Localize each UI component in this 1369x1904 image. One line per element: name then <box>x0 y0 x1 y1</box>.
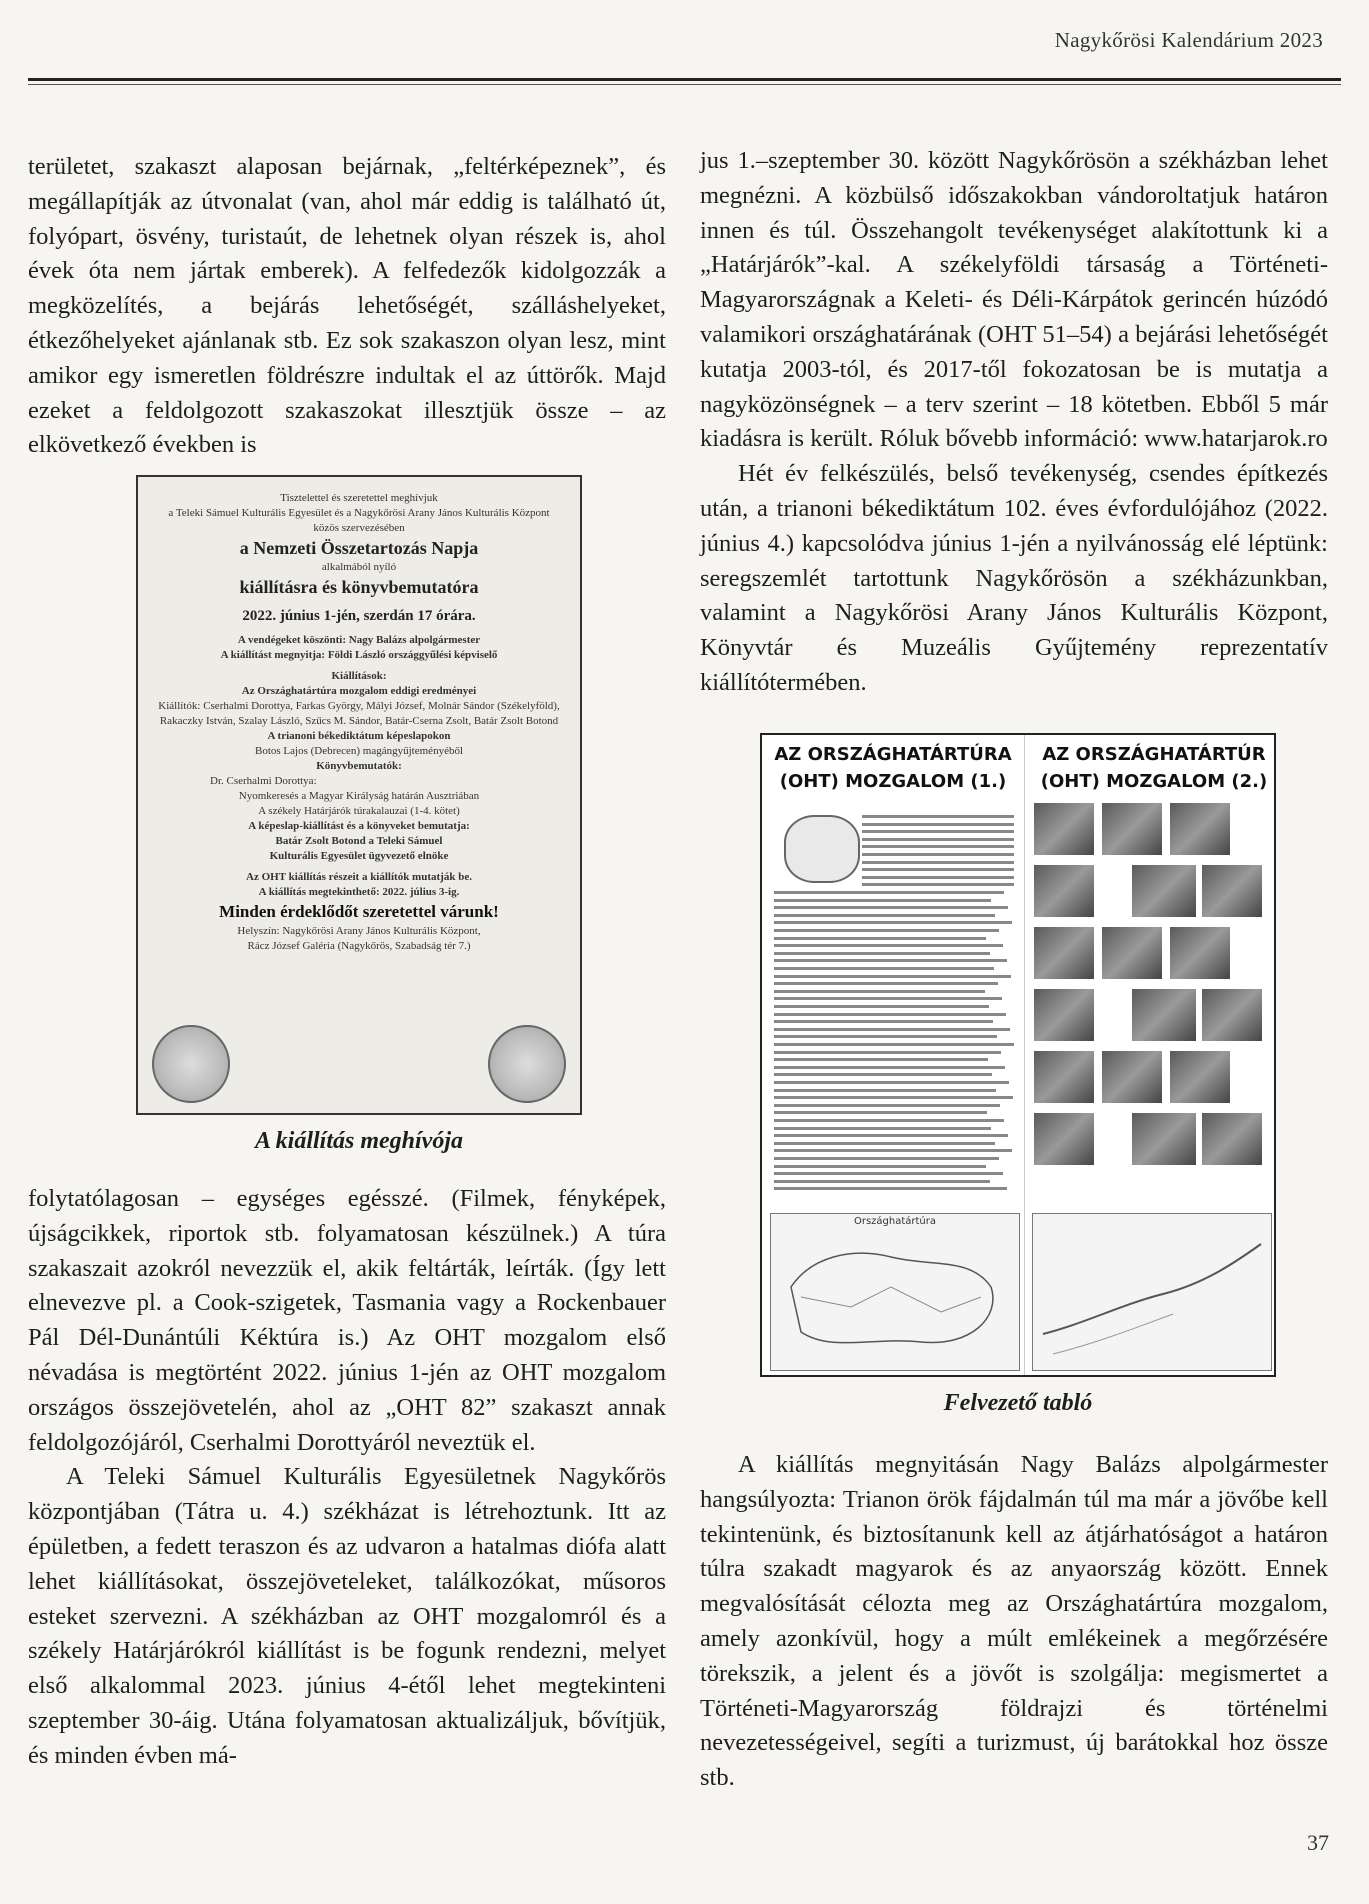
invite-line: Kulturális Egyesület ügyvezető elnöke <box>269 850 449 862</box>
board-text-line <box>774 891 1004 894</box>
board-photo <box>1034 989 1094 1041</box>
invite-line: Helyszín: Nagykőrösi Arany János Kulturális Központ, <box>237 925 481 937</box>
invite-line: A képeslap-kiállítást és a könyveket bemutatja: <box>248 820 470 832</box>
board-text-line <box>774 1005 989 1008</box>
board-photo <box>1102 1051 1162 1103</box>
invite-line: Dr. Cserhalmi Dorottya: <box>210 775 317 787</box>
board-photo <box>1202 865 1262 917</box>
invite-line: alkalmából nyíló <box>321 561 397 573</box>
board-text-line <box>774 1180 990 1183</box>
route-map-right <box>1032 1213 1272 1371</box>
board-text-line <box>774 1119 1004 1122</box>
board-text-line <box>774 1051 1001 1054</box>
board-text-line <box>774 1043 1014 1046</box>
board-text-line <box>774 1127 991 1130</box>
board-text-line <box>862 883 1014 886</box>
header-title: Nagykőrösi Kalendárium 2023 <box>1054 28 1323 52</box>
board-photo <box>1102 927 1162 979</box>
board-photo <box>1132 989 1196 1041</box>
board-text-line <box>774 1149 1012 1152</box>
route-map-drawing <box>1033 1214 1269 1368</box>
invite-closing: Minden érdeklődőt szeretettel várunk! <box>219 902 499 921</box>
board-text-line <box>774 929 999 932</box>
board-text-line <box>774 1157 999 1160</box>
board-text-line <box>862 815 1014 818</box>
board-text-line <box>862 845 1014 848</box>
board-text-line <box>774 1073 992 1076</box>
board-divider <box>1024 735 1025 1377</box>
board-text-line <box>774 1020 993 1023</box>
board-text-line <box>862 868 1014 871</box>
left-column-bottom <box>28 1182 666 1774</box>
board-text-line <box>774 1028 1010 1031</box>
invite-line: Tisztelettel és szeretettel meghívjuk <box>280 492 438 504</box>
board-text-line <box>774 1035 997 1038</box>
invite-line: Kiállítók: Cserhalmi Dorottya, Farkas György, Mályi József, Molnár Sándor (Székelyföld), Rakaczky István, Szalay László, Szűcs M. Sándor, Batár-Cserna Zsolt, Batár Zsolt Botond <box>158 700 560 727</box>
board-text-line <box>774 1013 1006 1016</box>
board-photo <box>1034 803 1094 855</box>
board-text-line <box>774 959 1007 962</box>
board-photo <box>1170 1051 1230 1103</box>
left-column-top <box>28 150 666 463</box>
board-text-line <box>774 1066 1005 1069</box>
board-photo <box>1170 803 1230 855</box>
board-text-line <box>774 906 1008 909</box>
board-photo <box>1132 865 1196 917</box>
board-photo <box>1034 1051 1094 1103</box>
board-text-line <box>774 1134 1008 1137</box>
board-text-line <box>774 1142 995 1145</box>
header-rule <box>28 78 1341 81</box>
board-text-line <box>774 990 985 993</box>
invite-line: a Teleki Sámuel Kulturális Egyesület és a Nagykőrösi Arany János Kulturális Központ közös szervezésében <box>168 507 550 534</box>
board-photo <box>1170 927 1230 979</box>
invite-event-title: a Nemzeti Összetartozás Napja <box>239 538 479 558</box>
paragraph: A Teleki Sámuel Kulturális Egyesületnek Nagykőrös központjában (Tátra u. 4.) székházat is létrehoztunk. Itt az épületben, a fedett teraszon és az udvaron a hatalmas diófa alatt lehet kiállításokat, összejöveteleket, találkozókat, műsoros esteket szervezni. A székházban az OHT mozgalomról és a székely Határjárókról kiállítást is be fogunk rendezni, melyet első alkalommal 2023. június 4-étől lehet megtekinteni szeptember 30-áig. Utána folyamatosan aktualizáljuk, bővítjük, és minden évben má- <box>28 1463 666 1769</box>
board-photo <box>1202 1113 1262 1165</box>
board-text-line <box>774 1165 986 1168</box>
board-text-line <box>774 914 995 917</box>
invite-line: Rácz József Galéria (Nagykőrös, Szabadság tér 7.) <box>247 940 471 952</box>
route-map-left: Országhatártúra <box>770 1213 1020 1371</box>
header-rule-thin <box>28 84 1341 85</box>
board-photo <box>1202 989 1262 1041</box>
route-map-drawing <box>771 1227 1017 1365</box>
paragraph: jus 1.–szeptember 30. között Nagykőrösön a székházban lehet megnézni. A közbülső időszakokban vándoroltatjuk határon innen és túl. Összehangolt tevékenységet alakítottunk ki a „Határjárók”-kal. A székelyföldi társaság a Történeti-Magyarországnak a Keleti- és Déli-Kárpátok gerincén húzódó valamikori országhatárának (OHT 51–54) a bejárási lehetőségét kutatja 2003-tól, és 2017-től fokozatosan be is mutatja a nagyközönségnek – a terv szerint – 18 kötetben. Ebből 5 már kiadásra is került. Róluk bővebb információ: www.hatarjarok.ro <box>700 147 1328 453</box>
board-text-line <box>774 921 1012 924</box>
invite-line: A székely Határjárók túrakalauzai (1-4. kötet) <box>258 805 460 817</box>
paragraph: folytatólagosan – egységes egésszé. (Filmek, fényképek, újságcikkek, riportok stb. folyamatosan készülnek.) A túra szakaszait azokról nevezzük el, akik feltárták, leírták. (Így lett elnevezve pl. a Cook-szigetek, Tasmania vagy a Rockenbauer Pál Dél-Dunántúli Kéktúra is.) Az OHT mozgalom első névadása is megtörtént 2022. június 1-jén az OHT mozgalom országos összejövetelén, ahol az „OHT 82” szakaszt annak feldolgozójáról, Cserhalmi Dorottyáról neveztük el. <box>28 1185 666 1456</box>
board-text-line <box>862 853 1014 856</box>
invite-line: Batár Zsolt Botond a Teleki Sámuel <box>275 835 443 847</box>
oht-logo-seal-icon <box>152 1025 230 1103</box>
invite-date: 2022. június 1-jén, szerdán 17 órára. <box>242 608 476 624</box>
board-text-line <box>774 982 998 985</box>
board-text-line <box>774 944 1003 947</box>
board-photo <box>1034 927 1094 979</box>
board-text-line <box>862 823 1014 826</box>
board-text-line <box>774 975 1011 978</box>
figure-caption: A kiállítás meghívója <box>254 1128 464 1154</box>
board-text-line <box>774 1089 996 1092</box>
figure-caption: Felvezető tabló <box>943 1390 1093 1416</box>
right-column-top <box>700 144 1328 701</box>
board-text-line <box>774 1104 1000 1107</box>
board-text-line <box>774 967 994 970</box>
board-photo <box>1034 1113 1094 1165</box>
invite-line: Nyomkeresés a Magyar Királyság határán Ausztriában <box>238 790 480 802</box>
invite-line: Könyvbemutatók: <box>316 760 402 772</box>
board-text-line <box>774 1081 1009 1084</box>
right-column-bottom <box>700 1448 1328 1796</box>
invite-line: A vendégeket köszönti: Nagy Balázs alpolgármester <box>237 634 481 646</box>
board-text-line <box>774 937 986 940</box>
board-text-line <box>774 997 1002 1000</box>
board-photo <box>1102 803 1162 855</box>
poster-board <box>760 733 1276 1377</box>
invite-line: A kiállítást megnyitja: Földi László országgyűlési képviselő <box>220 649 498 661</box>
board-text-line <box>774 1096 1013 1099</box>
board-text-line <box>862 861 1014 864</box>
invite-subtitle: kiállításra és könyvbemutatóra <box>239 577 479 597</box>
page-number: 37 <box>1307 1830 1329 1855</box>
hungary-map-emblem-icon <box>784 815 860 883</box>
board-photo <box>1132 1113 1196 1165</box>
invite-line: Az OHT kiállítás részeit a kiállítók mutatják be. <box>246 871 472 883</box>
invitation-poster <box>136 475 582 1115</box>
paragraph: A kiállítás megnyitásán Nagy Balázs alpolgármester hangsúlyozta: Trianon örök fájdalmán túl ma már a jövőbe kell tekintenünk, és biztosítanunk kell az átjárhatóságot a határon túlra szakadt magyarok és az anyaország között. Ennek megvalósítását célozta meg az Országhatártúra mozgalom, amely azonkívül, hogy a múlt emlékeinek a megőrzésére törekszik, a jelent és a jövőt is szolgálja: megismertet a Történeti-Magyarország földrajzi és történelmi nevezetességeivel, segíti a turizmust, új barátokkal hoz össze stb. <box>700 1451 1328 1792</box>
invite-line: Kiállítások: <box>331 670 387 682</box>
board-text-line <box>774 899 991 902</box>
paragraph: Hét év felkészülés, belső tevékenység, csendes építkezés után, a trianoni békediktátum 102. éves évfordulójához (2022. június 4.) kapcsolódva június 1-jén a nyilvánosság elé léptünk: seregszemlét tartottunk Nagykőrösön a székházunkban, valamint a Nagykőrösi Arany János Kulturális Központ, Könyvtár és Muzeális Gyűjtemény reprezentatív kiállítótermében. <box>700 460 1328 696</box>
board-photo <box>1034 865 1094 917</box>
invite-line: A kiállítás megtekinthető: 2022. július 3-ig. <box>258 886 460 898</box>
portrait-seal-icon <box>488 1025 566 1103</box>
board-text-line <box>862 830 1014 833</box>
board-panel-2-title: AZ ORSZÁGHATÁRTÚR (OHT) MOZGALOM (2.) <box>1040 744 1268 792</box>
board-panel-1-title: AZ ORSZÁGHATÁRTÚRA (OHT) MOZGALOM (1.) <box>774 744 1012 792</box>
invite-line: Az Országhatártúra mozgalom eddigi eredményei <box>241 685 477 697</box>
board-text-line <box>774 1058 988 1061</box>
board-text-line <box>862 838 1014 841</box>
invite-line: Botos Lajos (Debrecen) magángyűjteményéből <box>254 745 464 757</box>
invite-line: A trianoni békediktátum képeslapokon <box>267 730 451 742</box>
paragraph: területet, szakaszt alaposan bejárnak, „feltérképeznek”, és megállapítják az útvonalat (van, ahol már eddig is található út, folyópart, ösvény, turistaút, de lehetnek olyan részek is, ahol évek óta nem jártak emberek). A felfedezők kidolgozzák a megközelítés, a bejárás lehetőségét, szálláshelyeket, étkezőhelyeket ajánlanak stb. Ez sok szakaszon olyan lesz, mint amikor egy ismeretlen földrészre indultak el az úttörők. Majd ezeket a feldolgozott szakaszokat illesztjük össze – az elkövetkező években is <box>28 153 666 459</box>
board-text-line <box>774 1187 1007 1190</box>
board-text-line <box>774 1111 987 1114</box>
board-text-line <box>862 876 1014 879</box>
board-text-line <box>774 952 990 955</box>
board-text-line <box>774 1172 1003 1175</box>
